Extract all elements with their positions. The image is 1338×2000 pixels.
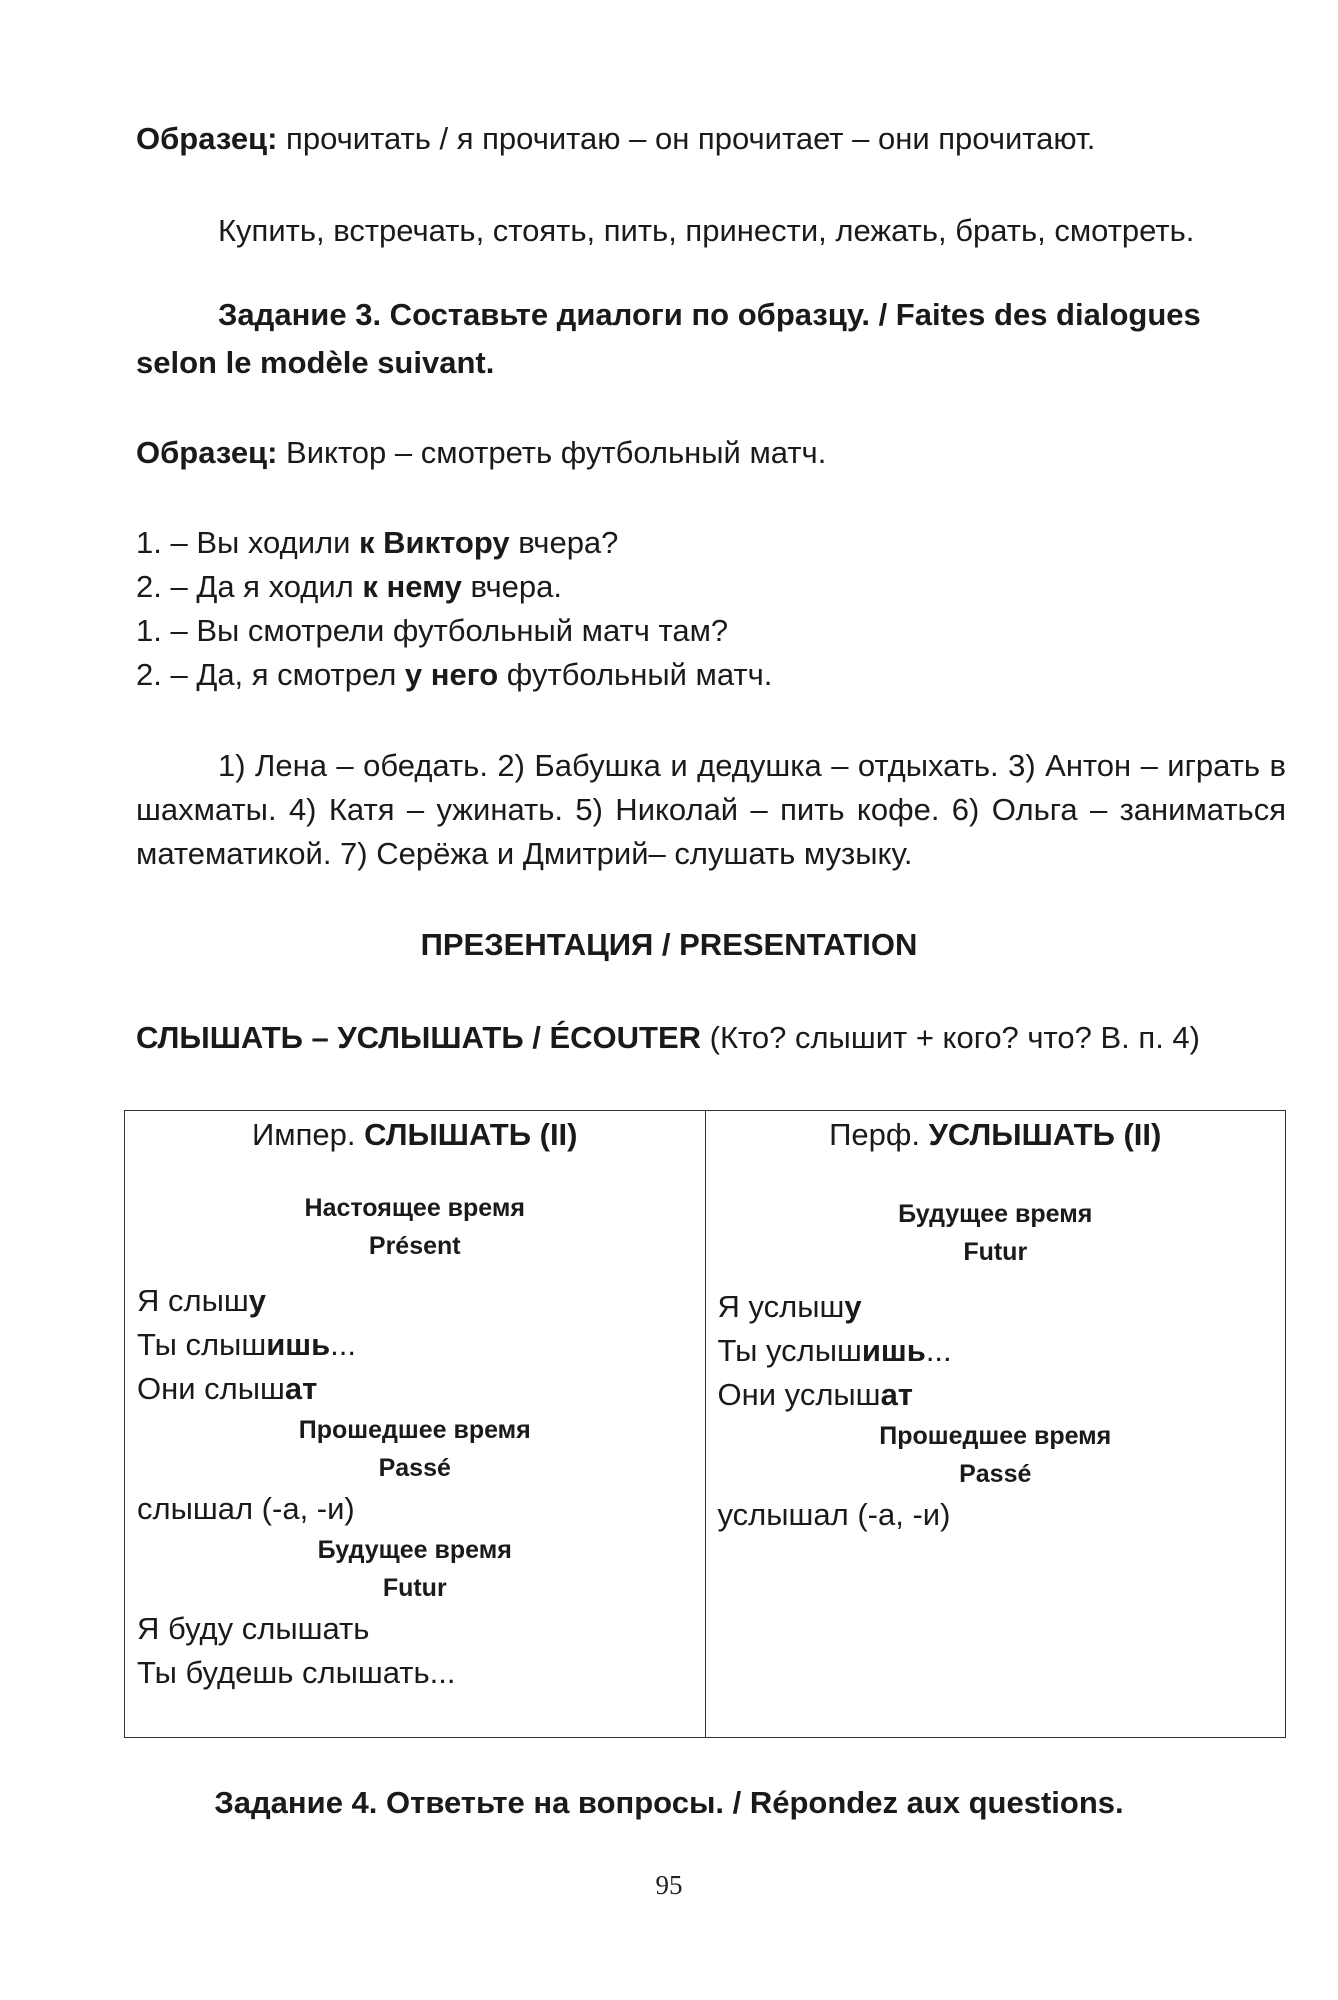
dialogue-text: вчера? bbox=[509, 525, 619, 560]
page-number: 95 bbox=[655, 1870, 683, 1900]
perfective-column bbox=[705, 1111, 1286, 1738]
form-tail: ... bbox=[330, 1327, 357, 1362]
form-ending: у bbox=[248, 1283, 266, 1318]
infinitive: УСЛЫШАТЬ (II) bbox=[928, 1117, 1162, 1152]
example-2 bbox=[136, 432, 826, 474]
example-1-label: Образец: bbox=[136, 121, 278, 156]
dialogue-bold: к нему bbox=[362, 569, 462, 604]
form-ending: ишь bbox=[861, 1333, 926, 1368]
dialogue-bold: к Виктору bbox=[359, 525, 510, 560]
form-stem: Они услыш bbox=[717, 1377, 881, 1412]
dialogue-text: 2. – Да, я смотрел bbox=[136, 657, 405, 692]
form-stem: Ты услыш bbox=[717, 1333, 862, 1368]
task-4-title: Задание 4. Ответьте на вопросы. / Répondez aux questions. bbox=[214, 1785, 1124, 1820]
verb-form: Ты будешь слышать... bbox=[137, 1655, 456, 1690]
tense-label: Прошедшее время bbox=[879, 1422, 1112, 1450]
tense-label: Présent bbox=[368, 1232, 461, 1260]
tense-label: Прошедшее время bbox=[298, 1416, 531, 1444]
aspect-label: Импер. bbox=[251, 1117, 365, 1152]
dialogue-text: вчера. bbox=[461, 569, 563, 604]
verb-form bbox=[125, 1279, 705, 1323]
dialogue-text: 1. – Вы ходили bbox=[136, 525, 360, 560]
verb-form bbox=[706, 1373, 1286, 1417]
exercise-items: 1) Лена – обедать. 2) Бабушка и дедушка – отдыхать. 3) Антон – играть в шахматы. 4) Катя – ужинать. 5) Николай – пить кофе. 6) Ольга – заниматься математикой. 7) Серёжа и Дмитрий– слушать музыку. bbox=[136, 748, 1286, 871]
form-stem: Я слыш bbox=[137, 1283, 249, 1318]
dialogue-text: футбольный матч. bbox=[498, 657, 773, 692]
tense-label: Passé bbox=[378, 1454, 451, 1482]
verb-heading-bold: СЛЫШАТЬ – УСЛЫШАТЬ / ÉCOUTER bbox=[136, 1020, 702, 1055]
form-stem: Они слыш bbox=[137, 1371, 285, 1406]
dialogue-line-2 bbox=[136, 566, 562, 608]
dialogue-bold: у него bbox=[404, 657, 499, 692]
verb-form bbox=[125, 1323, 705, 1367]
dialogue-line-4 bbox=[136, 654, 772, 696]
dialogue-line-3 bbox=[136, 610, 728, 652]
form-ending: у bbox=[844, 1289, 862, 1324]
verb-form: Я буду слышать bbox=[137, 1611, 370, 1646]
tense-label: Настоящее время bbox=[304, 1194, 525, 1222]
dialogue-line-1 bbox=[136, 522, 618, 564]
verb-form: услышал (-а, -и) bbox=[717, 1497, 951, 1532]
example-1 bbox=[136, 118, 1095, 160]
form-ending: ишь bbox=[266, 1327, 331, 1362]
perfective-header bbox=[706, 1115, 1286, 1155]
tense-label: Futur bbox=[382, 1574, 447, 1602]
verb-form: слышал (-а, -и) bbox=[137, 1491, 355, 1526]
tense-label: Passé bbox=[959, 1460, 1032, 1488]
verbs-line: Купить, встречать, стоять, пить, принести, лежать, брать, смотреть. bbox=[218, 213, 1195, 248]
presentation-heading: ПРЕЗЕНТАЦИЯ / PRESENTATION bbox=[420, 927, 918, 962]
conjugation-table bbox=[124, 1110, 1286, 1738]
verb-form bbox=[125, 1367, 705, 1411]
example-2-text: Виктор – смотреть футбольный матч. bbox=[277, 435, 827, 470]
aspect-label: Перф. bbox=[829, 1117, 929, 1152]
imperfective-header bbox=[125, 1115, 705, 1155]
form-stem: Я услыш bbox=[717, 1289, 845, 1324]
tense-label: Будущее время bbox=[898, 1200, 1093, 1228]
verb-heading bbox=[136, 1016, 1286, 1060]
tense-label: Futur bbox=[963, 1238, 1028, 1266]
imperfective-column bbox=[125, 1111, 706, 1738]
verb-form bbox=[706, 1329, 1286, 1373]
tense-label: Будущее время bbox=[317, 1536, 512, 1564]
dialogue-text: 1. – Вы смотрели футбольный матч там? bbox=[136, 613, 729, 648]
form-ending: ат bbox=[284, 1371, 318, 1406]
example-2-label: Образец: bbox=[136, 435, 278, 470]
form-tail: ... bbox=[925, 1333, 952, 1368]
task-3-title-line-2: selon le modèle suivant. bbox=[136, 345, 495, 380]
example-1-text: прочитать / я прочитаю – он прочитает – они прочитают. bbox=[277, 121, 1096, 156]
task-3-title-line-1: Задание 3. Составьте диалоги по образцу. / Faites des dialogues bbox=[218, 297, 1201, 332]
form-ending: ат bbox=[880, 1377, 913, 1412]
infinitive: СЛЫШАТЬ (II) bbox=[364, 1117, 578, 1152]
dialogue-text: 2. – Да я ходил bbox=[136, 569, 363, 604]
form-stem: Ты слыш bbox=[137, 1327, 267, 1362]
verb-form bbox=[706, 1285, 1286, 1329]
verb-heading-normal: (Кто? слышит + кого? что? В. п. 4) bbox=[701, 1020, 1200, 1055]
